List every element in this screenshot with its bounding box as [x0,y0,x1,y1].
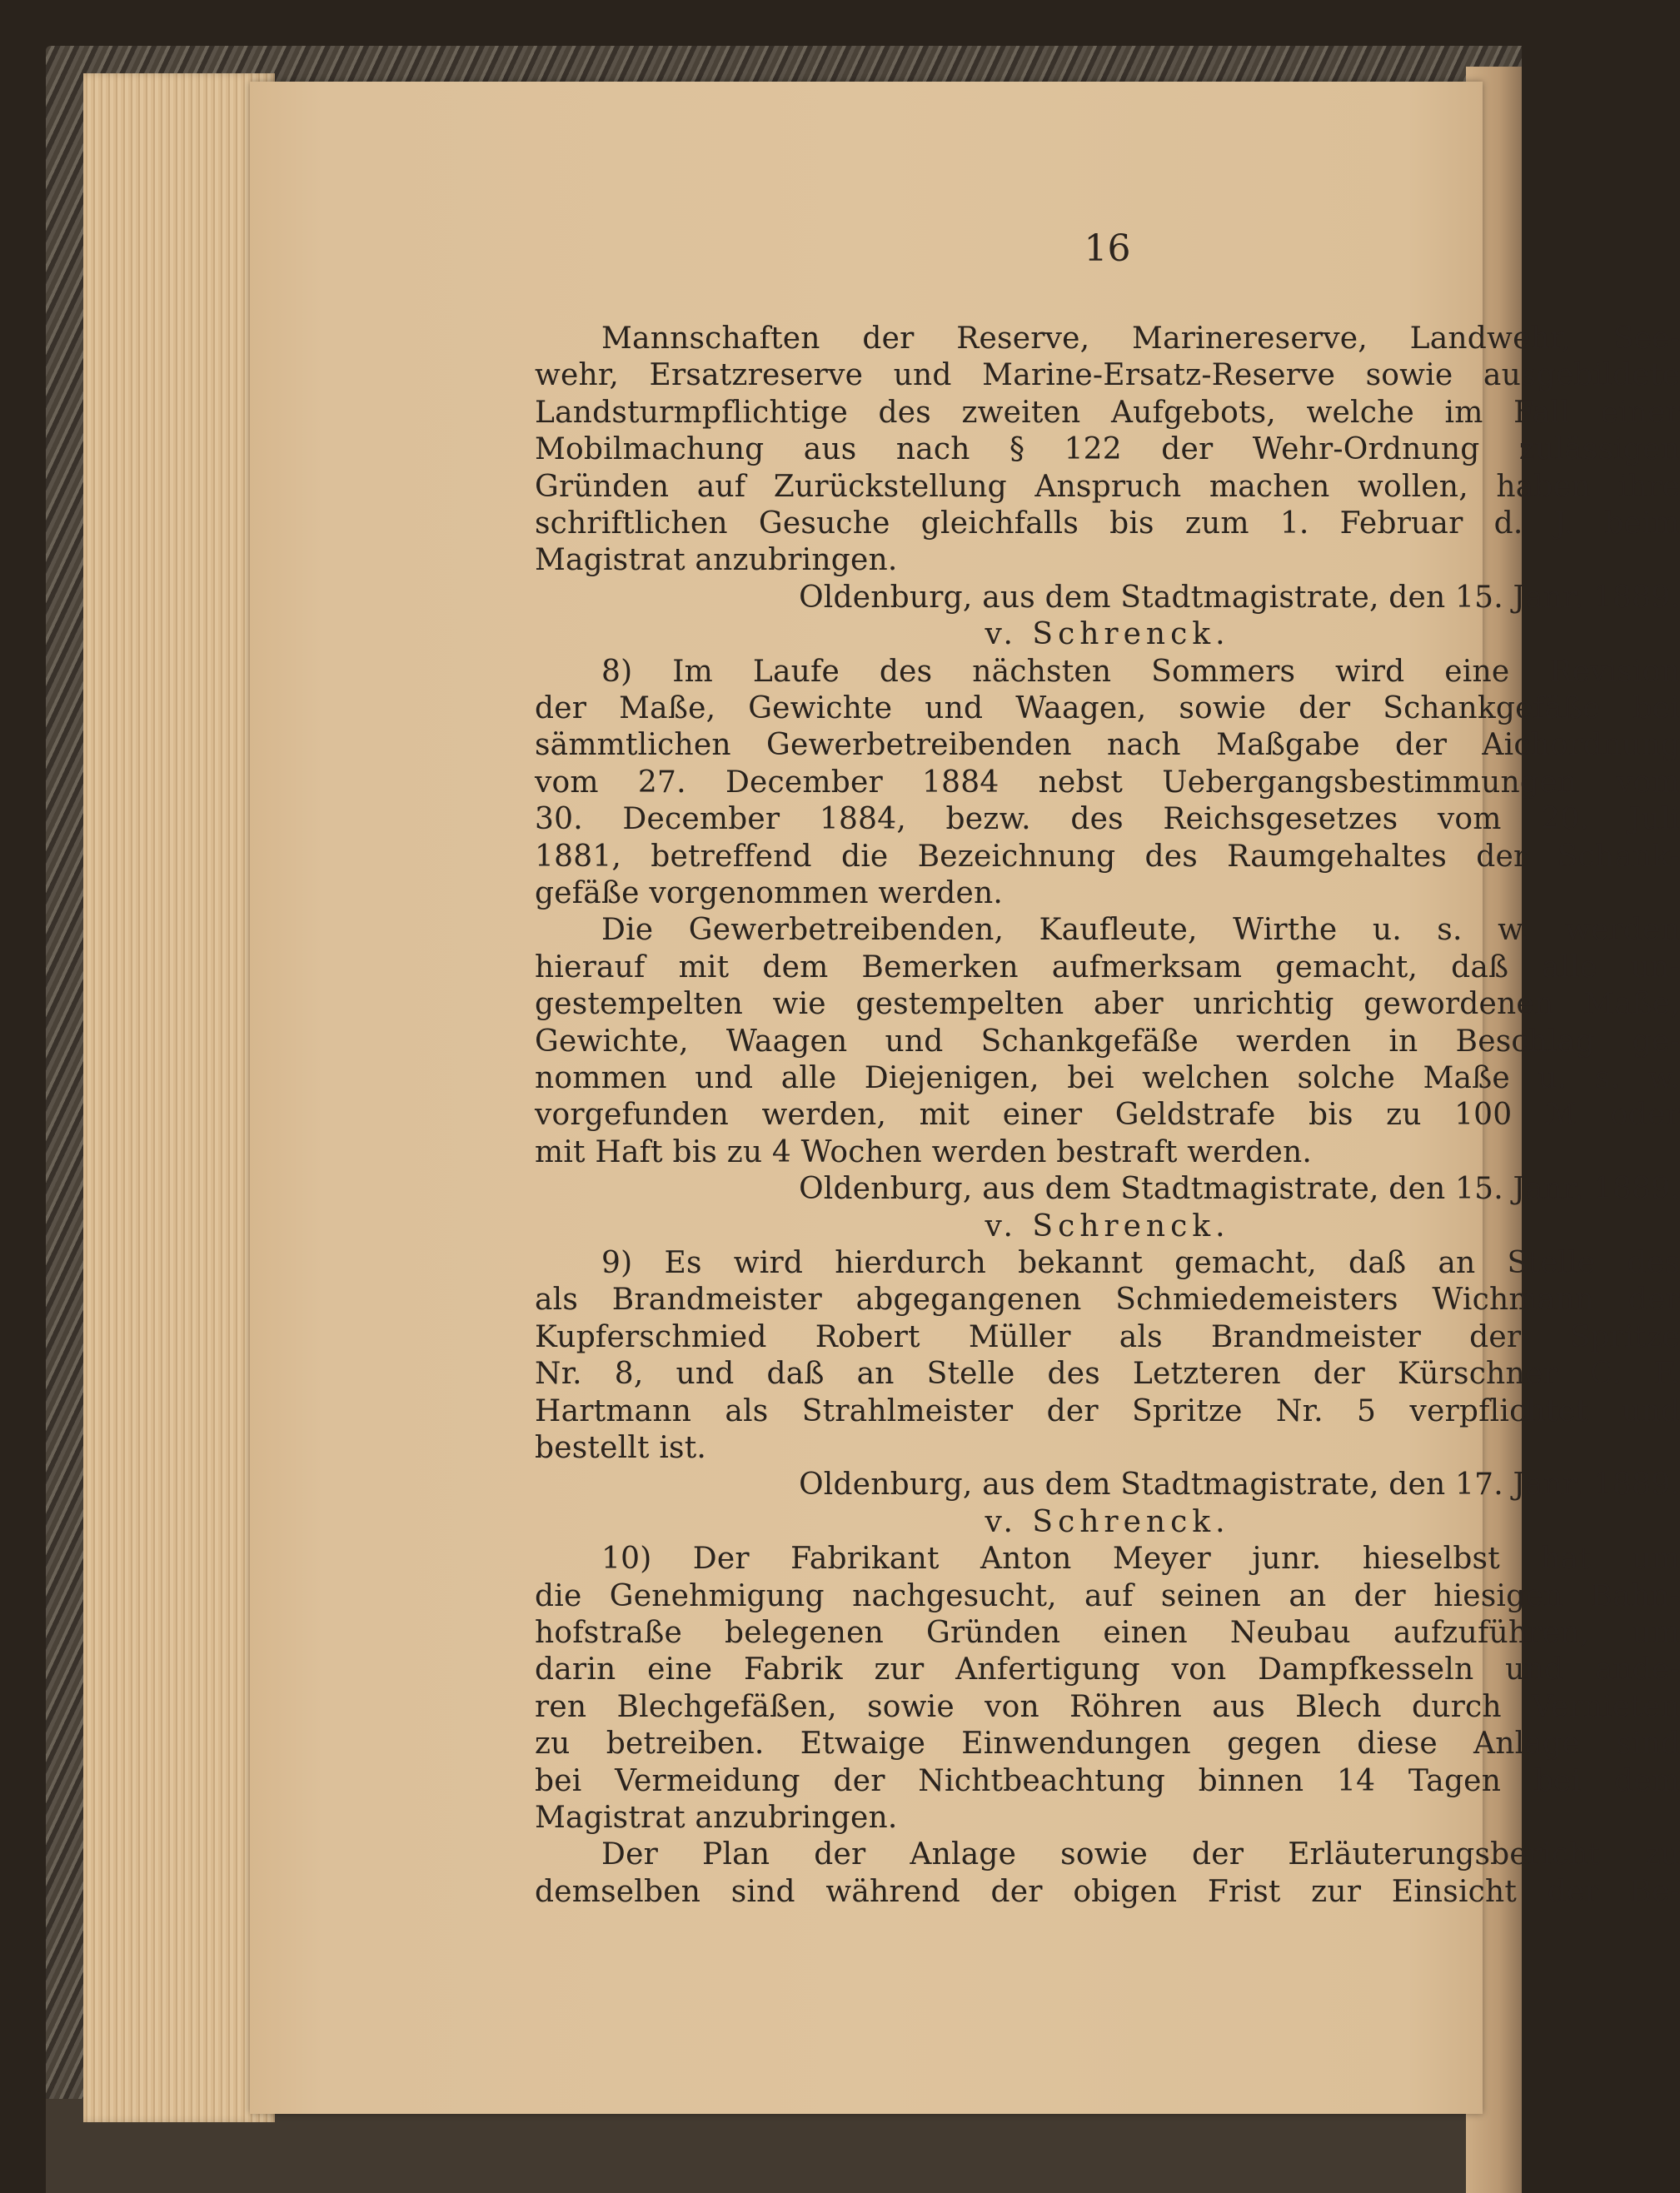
page-number: 16 [1084,227,1131,270]
dateline: Oldenburg, aus dem Stadtmagistrate, den 15. Janr. 1889. [799,1172,1680,1207]
text-line: nommen und alle Diejenigen, bei welchen solche Maße u. s. w. [535,1061,1680,1095]
text-line: Die Gewerbetreibenden, Kaufleute, Wirthe u. s. w. werden [601,913,1680,948]
text-line: Magistrat anzubringen. [535,543,898,578]
text-line: schriftlichen Gesuche gleichfalls bis zum 1. Februar d. J. beim [535,506,1680,541]
signature-line: v. Schrenck. [985,1209,1230,1244]
text-line: Nr. 8, und daß an Stelle des Letzteren der Kürschner C. F. [535,1357,1680,1392]
text-line: 30. December 1884, bezw. des Reichsgesetzes vom 20. Juli [535,802,1680,837]
page-edges [83,73,275,2122]
text-line: sämmtlichen Gewerbetreibenden nach Maßgabe der Aichordnung [535,728,1680,763]
text-line: Mannschaften der Reserve, Marinereserve, Landwehr, See- [601,321,1680,356]
text-line: als Brandmeister abgegangenen Schmiedemeisters Wichmann der [535,1283,1680,1318]
text-line: wehr, Ersatzreserve und Marine-Ersatz-Reserve sowie ausgebildete [535,358,1680,393]
text-line: Gründen auf Zurückstellung Anspruch machen wollen, haben ihre [535,469,1680,504]
text-line: mit Haft bis zu 4 Wochen werden bestraft werden. [535,1134,1312,1169]
text-line: demselben sind während der obigen Frist zur Einsicht der Be- [535,1874,1680,1909]
text-line: Gewichte, Waagen und Schankgefäße werden in Beschlag ge- [535,1024,1680,1059]
text-line: bei Vermeidung der Nichtbeachtung binnen 14 Tagen bei dem [535,1763,1680,1798]
text-line: gestempelten wie gestempelten aber unrichtig gewordenen Maße, [535,987,1680,1022]
signature-line: v. Schrenck. [985,617,1230,652]
text-line: Der Plan der Anlage sowie der Erläuterungsbericht zu [601,1837,1680,1872]
signature-line: v. Schrenck. [985,1504,1230,1539]
text-line: 10) Der Fabrikant Anton Meyer junr. hieselbst hat um [601,1542,1680,1577]
text-line: Hartmann als Strahlmeister der Spritze Nr. 5 verpflichtet und [535,1393,1680,1428]
dateline: Oldenburg, aus dem Stadtmagistrate, den 15. Janr. 1889. [799,580,1680,615]
text-line: bestellt ist. [535,1431,707,1465]
text-line: vom 27. December 1884 nebst Uebergangsbestimmungen vom [535,765,1680,800]
text-line: 9) Es wird hierdurch bekannt gemacht, daß an Stelle des [601,1246,1680,1280]
text-line: Mobilmachung aus nach § 122 der Wehr-Ordnung zulässigen [535,432,1680,467]
text-line: ren Blechgefäßen, sowie von Röhren aus Blech durch Vernieten [535,1689,1680,1724]
text-line: gefäße vorgenommen werden. [535,876,1004,910]
text-line: hofstraße belegenen Gründen einen Neubau aufzuführen, um [535,1616,1680,1650]
text-line: 8) Im Laufe des nächsten Sommers wird eine Revision [601,654,1680,689]
text-line: vorgefunden werden, mit einer Geldstrafe bis zu 100 ℳ oder [535,1098,1680,1133]
text-line: hierauf mit dem Bemerken aufmerksam gemacht, daß alle un- [535,949,1680,984]
text-line: der Maße, Gewichte und Waagen, sowie der Schankgefäße bei [535,691,1680,725]
dateline: Oldenburg, aus dem Stadtmagistrate, den 17. Janr. 1889. [799,1468,1680,1503]
text-line: darin eine Fabrik zur Anfertigung von Dampfkesseln und ande- [535,1652,1680,1687]
text-line: 1881, betreffend die Bezeichnung des Raumgehaltes der Schank- [535,839,1680,874]
text-line: zu betreiben. Etwaige Einwendungen gegen diese Anlage sind [535,1727,1680,1762]
text-line: Magistrat anzubringen. [535,1801,898,1835]
text-line: Kupferschmied Robert Müller als Brandmeister der Spritze [535,1319,1680,1354]
text-line: Landsturmpflichtige des zweiten Aufgebots, welche im Fall einer [535,395,1680,430]
text-line: die Genehmigung nachgesucht, auf seinen an der hiesigen Bahn- [535,1578,1680,1613]
